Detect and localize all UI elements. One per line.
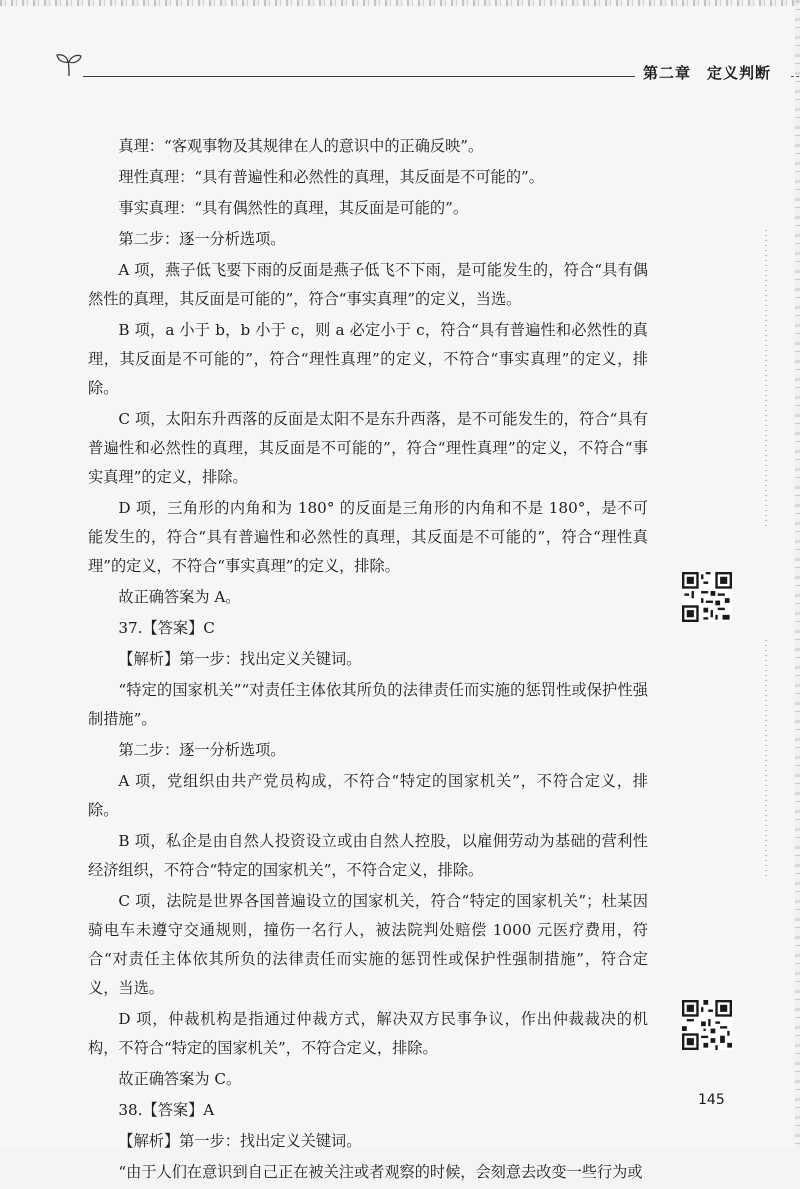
paragraph: 理性真理：“具有普遍性和必然性的真理，其反面是不可能的”。: [118, 168, 544, 186]
paragraph: A 项，燕子低飞要下雨的反面是燕子低飞不下雨，是可能发生的，符合“具有偶然性的真理，其反面是可能的”，符合“事实真理”的定义，当选。: [88, 261, 648, 308]
header-rule-right: [791, 76, 800, 77]
paragraph: D 项，仲裁机构是指通过仲裁方式，解决双方民事争议，作出仲裁裁决的机构，不符合“特定的国家机关”，不符合定义，排除。: [88, 1010, 648, 1057]
qr-code-icon[interactable]: [682, 572, 732, 622]
paragraph: A 项，党组织由共产党员构成，不符合“特定的国家机关”，不符合定义，排除。: [88, 772, 648, 819]
scan-margin-dots: [765, 640, 767, 880]
scan-top-edge: [0, 0, 800, 6]
paragraph: 37.【答案】C: [118, 619, 215, 637]
paragraph: 【解析】第一步：找出定义关键词。: [118, 1132, 362, 1150]
paragraph: 故正确答案为 C。: [118, 1070, 242, 1088]
paragraph: “特定的国家机关”“对责任主体依其所负的法律责任而实施的惩罚性或保护性强制措施”。: [88, 681, 648, 728]
paragraph: 事实真理：“具有偶然性的真理，其反面是可能的”。: [118, 199, 469, 217]
page-number: 145: [698, 1092, 725, 1108]
paragraph: B 项，私企是由自然人投资设立或由自然人控股，以雇佣劳动为基础的营利性经济组织，不符合“特定的国家机关”，不符合定义，排除。: [88, 832, 648, 879]
paragraph: 真理：“客观事物及其规律在人的意识中的正确反映”。: [118, 137, 484, 155]
paragraph: 第二步：逐一分析选项。: [118, 230, 286, 248]
paragraph: 故正确答案为 A。: [118, 588, 241, 606]
scan-right-edge: [795, 0, 800, 1149]
paragraph: 第二步：逐一分析选项。: [118, 741, 286, 759]
qr-code-icon[interactable]: [682, 1000, 732, 1050]
paragraph: C 项，法院是世界各国普遍设立的国家机关，符合“特定的国家机关”；杜某因骑电车未遵守交通规则，撞伤一名行人，被法院判处赔偿 1000 元医疗费用，符合“对责任主体依其所负的法律责任而实施的惩罚性或保护性强制措施”，符合定义，当选。: [88, 892, 648, 997]
paragraph: “由于人们在意识到自己正在被关注或者观察的时候，会刻意去改变一些行为或: [118, 1163, 643, 1181]
paragraph: C 项，太阳东升西落的反面是太阳不是东升西落，是不可能发生的，符合“具有普遍性和必然性的真理，其反面是不可能的”，符合“理性真理”的定义，不符合“事实真理”的定义，排除。: [88, 410, 648, 486]
paragraph: 38.【答案】A: [118, 1101, 215, 1119]
qr-code-icon-graphic: [682, 1000, 732, 1050]
leaf-sprout-icon: [55, 50, 83, 78]
qr-code-icon-graphic: [682, 572, 732, 622]
scan-margin-dots: [765, 230, 767, 530]
paragraph: 【解析】第一步：找出定义关键词。: [118, 650, 362, 668]
chapter-title: 第二章 定义判断: [643, 64, 772, 82]
paragraph: B 项，a 小于 b，b 小于 c，则 a 必定小于 c，符合“具有普遍性和必然性的真理，其反面是不可能的”，符合“理性真理”的定义，不符合“事实真理”的定义，排除。: [88, 321, 648, 397]
answer-explanation-body: [88, 132, 648, 1189]
page-header: [55, 48, 800, 88]
paragraph: D 项，三角形的内角和为 180° 的反面是三角形的内角和不是 180°，是不可能发生的，符合“具有普遍性和必然性的真理，其反面是不可能的”，符合“理性真理”的定义，不符合“事实真理”的定义，排除。: [88, 499, 648, 575]
header-rule: [83, 76, 635, 77]
